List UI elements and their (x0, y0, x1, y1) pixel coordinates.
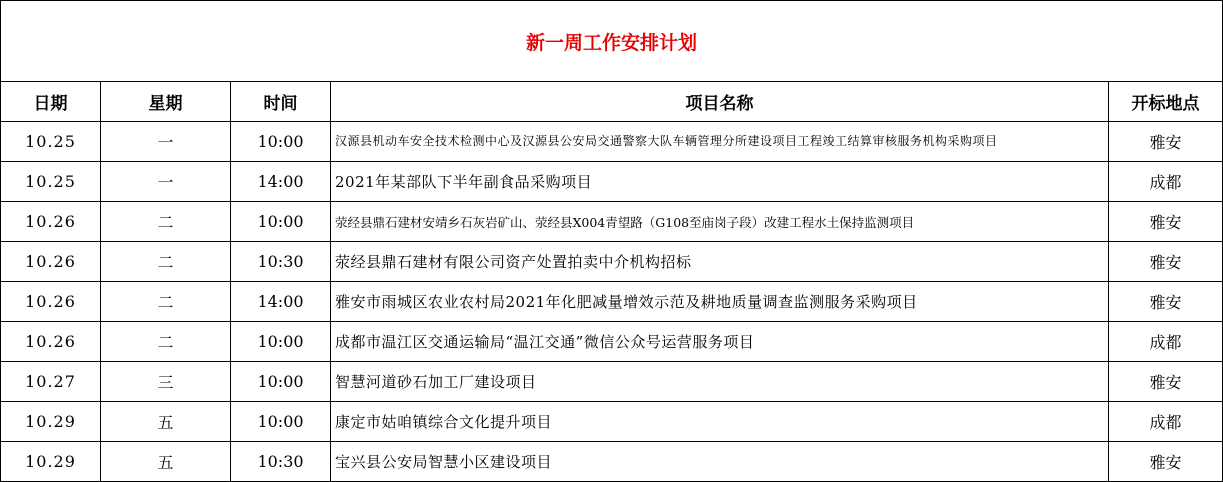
cell-weekday: 一 (101, 122, 231, 162)
cell-time: 10:30 (231, 242, 331, 282)
header-weekday: 星期 (101, 82, 231, 122)
cell-time: 14:00 (231, 282, 331, 322)
cell-time: 10:00 (231, 322, 331, 362)
header-date: 日期 (1, 82, 101, 122)
table-row (1, 362, 1223, 402)
table-row (1, 122, 1223, 162)
cell-weekday: 二 (101, 282, 231, 322)
cell-project: 宝兴县公安局智慧小区建设项目 (331, 442, 1109, 482)
cell-weekday: 二 (101, 242, 231, 282)
cell-project: 汉源县机动车安全技术检测中心及汉源县公安局交通警察大队车辆管理分所建设项目工程竣工结算审核服务机构采购项目 (331, 122, 1109, 162)
cell-weekday: 二 (101, 202, 231, 242)
cell-location: 雅安 (1109, 362, 1223, 402)
table-row (1, 282, 1223, 322)
cell-project: 2021年某部队下半年副食品采购项目 (331, 162, 1109, 202)
cell-date: 10.26 (1, 202, 101, 242)
header-location: 开标地点 (1109, 82, 1223, 122)
cell-time: 14:00 (231, 162, 331, 202)
cell-project: 康定市姑咱镇综合文化提升项目 (331, 402, 1109, 442)
cell-location: 成都 (1109, 402, 1223, 442)
cell-weekday: 一 (101, 162, 231, 202)
table-row (1, 442, 1223, 482)
cell-date: 10.27 (1, 362, 101, 402)
table-row (1, 402, 1223, 442)
cell-time: 10:00 (231, 362, 331, 402)
header-row (1, 82, 1223, 122)
table-row (1, 242, 1223, 282)
cell-project: 荥经县鼎石建材有限公司资产处置拍卖中介机构招标 (331, 242, 1109, 282)
cell-location: 雅安 (1109, 442, 1223, 482)
cell-project: 智慧河道砂石加工厂建设项目 (331, 362, 1109, 402)
cell-time: 10:00 (231, 202, 331, 242)
header-project: 项目名称 (331, 82, 1109, 122)
cell-weekday: 五 (101, 442, 231, 482)
cell-location: 成都 (1109, 322, 1223, 362)
cell-time: 10:00 (231, 122, 331, 162)
table-row (1, 202, 1223, 242)
cell-date: 10.25 (1, 122, 101, 162)
cell-weekday: 二 (101, 322, 231, 362)
cell-date: 10.29 (1, 402, 101, 442)
cell-time: 10:00 (231, 402, 331, 442)
cell-location: 雅安 (1109, 282, 1223, 322)
cell-location: 雅安 (1109, 122, 1223, 162)
header-time: 时间 (231, 82, 331, 122)
table-row (1, 162, 1223, 202)
page-title: 新一周工作安排计划 (1, 1, 1223, 82)
cell-date: 10.26 (1, 322, 101, 362)
cell-date: 10.29 (1, 442, 101, 482)
title-row (1, 1, 1223, 82)
cell-location: 成都 (1109, 162, 1223, 202)
cell-project: 雅安市雨城区农业农村局2021年化肥减量增效示范及耕地质量调查监测服务采购项目 (331, 282, 1109, 322)
cell-location: 雅安 (1109, 242, 1223, 282)
cell-time: 10:30 (231, 442, 331, 482)
cell-weekday: 五 (101, 402, 231, 442)
cell-date: 10.26 (1, 242, 101, 282)
cell-location: 雅安 (1109, 202, 1223, 242)
table-row (1, 322, 1223, 362)
cell-project: 成都市温江区交通运输局“温江交通”微信公众号运营服务项目 (331, 322, 1109, 362)
cell-weekday: 三 (101, 362, 231, 402)
cell-date: 10.26 (1, 282, 101, 322)
cell-project: 荥经县鼎石建材安靖乡石灰岩矿山、荥经县X004青望路（G108至庙岗子段）改建工程水土保持监测项目 (331, 202, 1109, 242)
cell-date: 10.25 (1, 162, 101, 202)
